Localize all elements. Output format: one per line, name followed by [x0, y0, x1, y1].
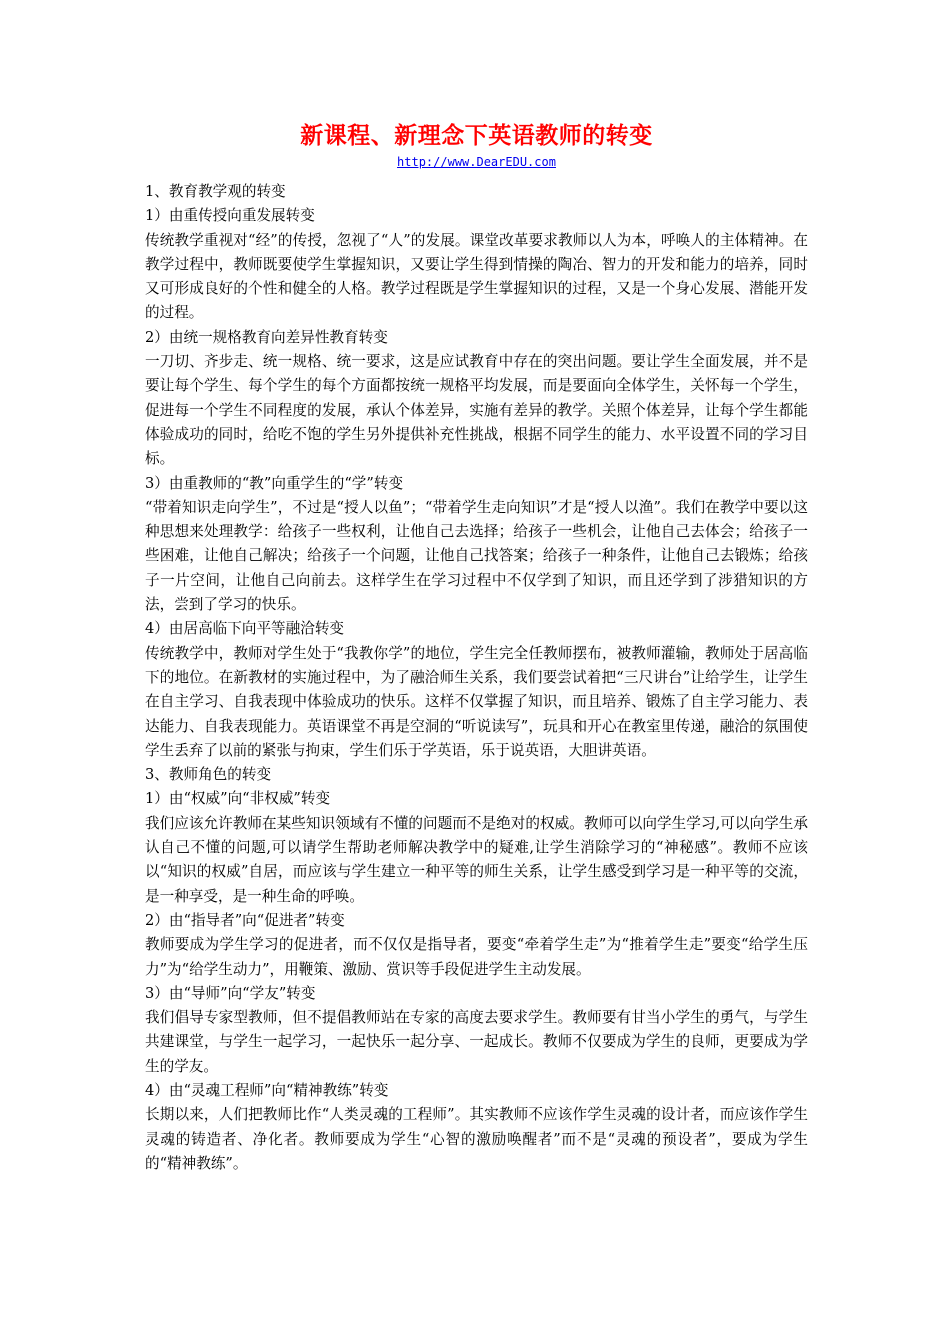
document-body [145, 180, 808, 1176]
section-heading: 2）由“指导者”向“促进者”转变 [145, 911, 345, 929]
paragraph: 我们应该允许教师在某些知识领域有不懂的问题而不是绝对的权威。教师可以向学生学习,可以向学生承认自己不懂的问题,可以请学生帮助老师解决教学中的疑难,让学生消除学习的“神秘感”。教师不应该以“知识的权威”自居，而应该与学生建立一种平等的师生关系，让学生感受到学习是一种平等的交流，是一种享受，是一种生命的呼唤。 [145, 814, 808, 905]
paragraph: 长期以来，人们把教师比作“人类灵魂的工程师”。其实教师不应该作学生灵魂的设计者，而应该作学生灵魂的铸造者、净化者。教师要成为学生“心智的激励唤醒者”而不是“灵魂的预设者”，要成为学生的“精神教练”。 [145, 1106, 808, 1172]
section-heading: 4）由居高临下向平等融洽转变 [145, 620, 345, 638]
paragraph: 一刀切、齐步走、统一规格、统一要求，这是应试教育中存在的突出问题。要让学生全面发展，并不是要让每个学生、每个学生的每个方面都按统一规格平均发展，而是要面向全体学生，关怀每一个学生，促进每一个学生不同程度的发展，承认个体差异，实施有差异的教学。关照个体差异，让每个学生都能体验成功的同时，给吃不饱的学生另外提供补充性挑战，根据不同学生的能力、水平设置不同的学习目标。 [145, 353, 808, 468]
section-heading: 4）由“灵魂工程师”向“精神教练”转变 [145, 1081, 389, 1099]
source-link[interactable]: http://www.DearEDU.com [397, 155, 556, 169]
document-title: 新课程、新理念下英语教师的转变 [300, 122, 653, 149]
section-heading: 2）由统一规格教育向差异性教育转变 [145, 328, 388, 346]
paragraph: “带着知识走向学生”，不过是“授人以鱼”；“带着学生走向知识”才是“授人以渔”。我们在教学中要以这种思想来处理教学：给孩子一些权利，让他自己去选择；给孩子一些机会，让他自己去体会；给孩子一些困难，让他自己解决；给孩子一个问题，让他自己找答案；给孩子一种条件，让他自己去锻炼；给孩子一片空间，让他自己向前去。这样学生在学习过程中不仅学到了知识，而且还学到了涉猎知识的方法，尝到了学习的快乐。 [145, 498, 808, 614]
section-heading: 3、教师角色的转变 [145, 766, 272, 784]
document-page [145, 118, 808, 1176]
section-heading: 1）由“权威”向“非权威”转变 [145, 790, 331, 808]
paragraph: 传统教学中，教师对学生处于“我教你学”的地位，学生完全任教师摆布，被教师灌输，教师处于居高临下的地位。在新教材的实施过程中，为了融洽师生关系，我们要尝试着把“三尺讲台”让给学生，让学生在自主学习、自我表现中体验成功的快乐。这样不仅掌握了知识，而且培养、锻炼了自主学习能力、表达能力、自我表现能力。英语课堂不再是空洞的“听说读写”，玩具和开心在教室里传递，融洽的氛围使学生丢弃了以前的紧张与拘束，学生们乐于学英语，乐于说英语，大胆讲英语。 [145, 644, 808, 759]
section-heading: 3）由重教师的“教”向重学生的“学”转变 [145, 474, 404, 492]
section-heading: 1、教育教学观的转变 [145, 183, 286, 200]
section-heading: 1）由重传授向重发展转变 [145, 207, 315, 225]
paragraph: 教师要成为学生学习的促进者，而不仅仅是指导者，要变“牵着学生走”为“推着学生走”要变“给学生压力”为“给学生动力”，用鞭策、激励、赏识等手段促进学生主动发展。 [145, 936, 808, 978]
paragraph: 传统教学重视对“经”的传授，忽视了“人”的发展。课堂改革要求教师以人为本，呼唤人的主体精神。在教学过程中，教师既要使学生掌握知识，又要让学生得到情操的陶冶、智力的开发和能力的培养，同时又可形成良好的个性和健全的人格。教学过程既是学生掌握知识的过程，又是一个身心发展、潜能开发的过程。 [145, 231, 808, 322]
paragraph: 我们倡导专家型教师，但不提倡教师站在专家的高度去要求学生。教师要有甘当小学生的勇气，与学生共建课堂，与学生一起学习，一起快乐一起分享、一起成长。教师不仅要成为学生的良师，更要成为学生的学友。 [145, 1009, 808, 1075]
section-heading: 3）由“导师”向“学友”转变 [145, 984, 316, 1002]
